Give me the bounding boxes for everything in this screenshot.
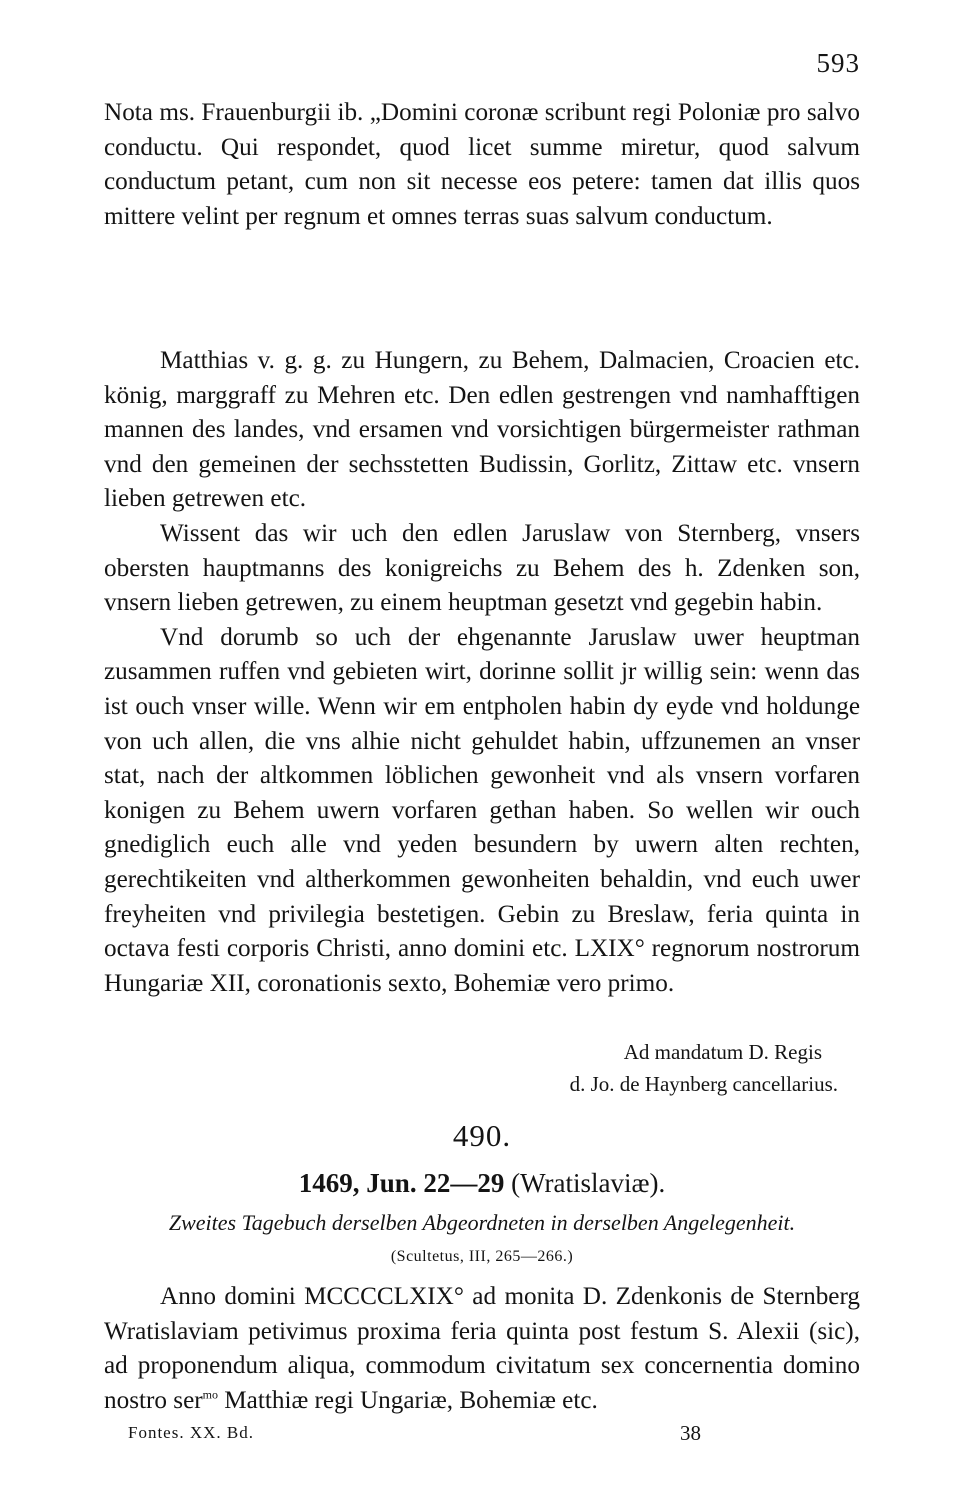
document-text-end: Matthiæ regi Ungariæ, Bohemiæ etc.: [217, 1386, 598, 1414]
footer-series: Fontes. XX. Bd.: [128, 1423, 254, 1442]
document-source: (Scultetus, III, 265—266.): [390, 1248, 574, 1265]
letter-body: [104, 344, 860, 1001]
document-subtitle: Zweites Tagebuch derselben Abgeordneten in derselben Angelegenheit.: [168, 1210, 796, 1235]
document-place: (Wratislaviæ).: [504, 1168, 666, 1198]
letter-paragraph: Wissent das wir uch den edlen Jaruslaw von Sternberg, vnsers obersten hauptmanns des konigreichs zu Behem des h. Zdenken son, vnsern lieben getrewen, zu einem heuptman gesetzt vnd gegebin habin.: [104, 519, 860, 617]
document-text-superscript: mo: [202, 1387, 218, 1402]
document-date-range: 1469, Jun. 22—29: [298, 1168, 505, 1198]
nota-paragraph: Nota ms. Frauenburgii ib. „Domini coronæ scribunt regi Poloniæ pro salvo conductu. Qui respondet, quod licet summe miretur, quod salvum conductum petant, cum non sit necesse eos petere: tamen dat illis quos mittere velint per regnum et omnes terras suas salvum conductum.: [104, 99, 860, 230]
document-text: [104, 1280, 860, 1418]
letter-paragraph: Vnd dorumb so uch der ehgenannte Jaruslaw uwer heuptman zusammen ruffen vnd gebieten wirt, dorinne sollit jr willig sein: wenn das ist ouch vnser wille. Wenn wir em entpholen habin dy eyde vnd holdunge von uch allen, die vns alhie nicht gehuldet habin, uffzunemen an vnser stat, nach der altkommen löblichen gewonheit vnd als vnsern vorfaren konigen zu Behem uwern vorfaren gethan haben. So wellen wir ouch gnediglich euch alle vnd yeden besundern by uwern alten rechten, gerechtikeiten vnd altherkommen gewonheiten behaldin, vnd euch uwer freyheiten vnd privilegia bestetigen. Gebin zu Breslaw, feria quinta in octava festi corporis Christi, anno domini etc. LXIX° regnorum nostrorum Hungariæ XII, coronationis sexto, Bohemiæ vero primo.: [104, 623, 860, 997]
document-date: [104, 1168, 860, 1199]
page-number: 593: [816, 48, 860, 78]
document-number: 490.: [452, 1118, 512, 1153]
letter-salutation: Matthias v. g. g. zu Hungern, zu Behem, Dalmacien, Croacien etc. könig, marggraff zu Mehren etc. Den edlen gestrengen vnd namhafftigen mannen des landes, vnd ersamen vnd vorsichtigen bürgermeister rathman vnd den gemeinen der sechsstetten Budissin, Gorlitz, Zittaw etc. vnsern lieben getrewen etc.: [104, 347, 860, 513]
document-text-main: Anno domini MCCCCLXIX° ad monita D. Zdenkonis de Sternberg Wratislaviam petivimus proxima feria quinta post festum S. Alexii (sic), ad proponendum aliqua, commodum civitatum sex concernentia domino nostro ser: [104, 1283, 860, 1414]
footer-signature-mark: 38: [680, 1421, 701, 1445]
signature-mandate: Ad mandatum D. Regis: [623, 1040, 822, 1064]
signature-chancellor: d. Jo. de Haynberg cancellarius.: [569, 1072, 838, 1096]
